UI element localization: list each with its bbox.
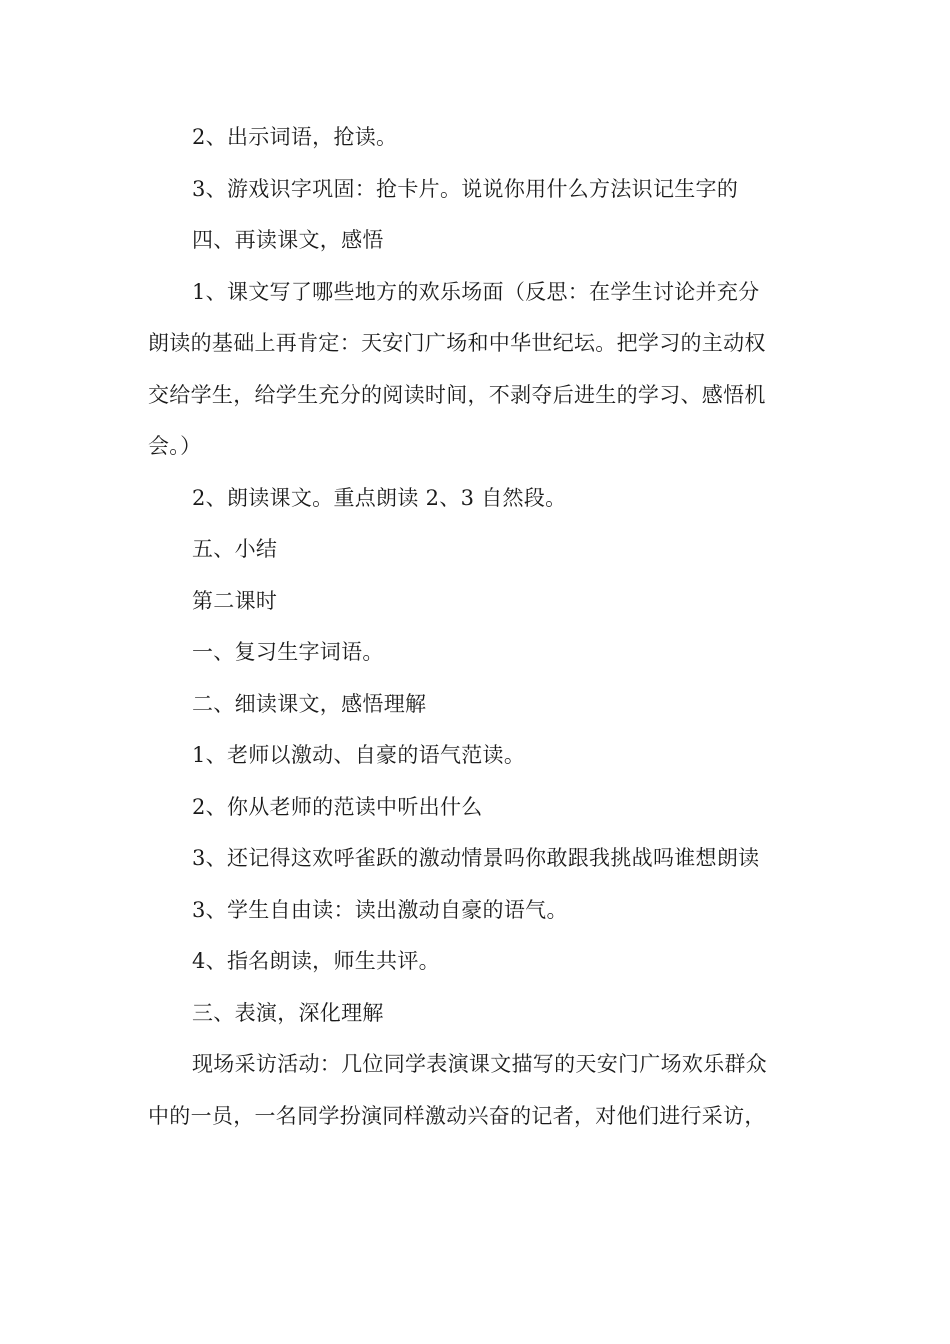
section-heading: 三、表演，深化理解 bbox=[192, 1000, 384, 1025]
paragraph: 2、你从老师的范读中听出什么 bbox=[192, 794, 483, 819]
section-heading: 二、细读课文，感悟理解 bbox=[192, 691, 427, 716]
paragraph: 1、老师以激动、自豪的语气范读。 bbox=[192, 743, 526, 767]
paragraph-line: 中的一员，一名同学扮演同样激动兴奋的记者，对他们进行采访， bbox=[148, 1103, 766, 1128]
paragraph: 3、游戏识字巩固：抢卡片。说说你用什么方法识记生字的 bbox=[192, 176, 739, 201]
paragraph: 3、还记得这欢呼雀跃的激动情景吗你敢跟我挑战吗谁想朗读 bbox=[192, 846, 760, 870]
paragraph-line: 交给学生，给学生充分的阅读时间，不剥夺后进生的学习、感悟机 bbox=[148, 382, 766, 407]
paragraph: 4、指名朗读，师生共评。 bbox=[192, 949, 440, 973]
paragraph: 3、学生自由读：读出激动自豪的语气。 bbox=[192, 897, 568, 922]
paragraph-line: 会。） bbox=[148, 434, 202, 458]
lesson-heading: 第二课时 bbox=[192, 588, 278, 613]
document-body bbox=[148, 112, 808, 1142]
paragraph: 2、出示词语，抢读。 bbox=[192, 125, 398, 149]
paragraph-line: 现场采访活动：几位同学表演课文描写的天安门广场欢乐群众 bbox=[192, 1052, 768, 1076]
paragraph-line: 朗读的基础上再肯定：天安门广场和中华世纪坛。把学习的主动权 bbox=[148, 331, 766, 355]
section-heading: 一、复习生字词语。 bbox=[192, 640, 384, 664]
paragraph: 2、朗读课文。重点朗读 2、3 自然段。 bbox=[192, 485, 567, 510]
section-heading: 四、再读课文，感悟 bbox=[192, 228, 384, 252]
paragraph-line: 1、课文写了哪些地方的欢乐场面（反思：在学生讨论并充分 bbox=[192, 279, 760, 304]
section-heading: 五、小结 bbox=[192, 537, 278, 561]
